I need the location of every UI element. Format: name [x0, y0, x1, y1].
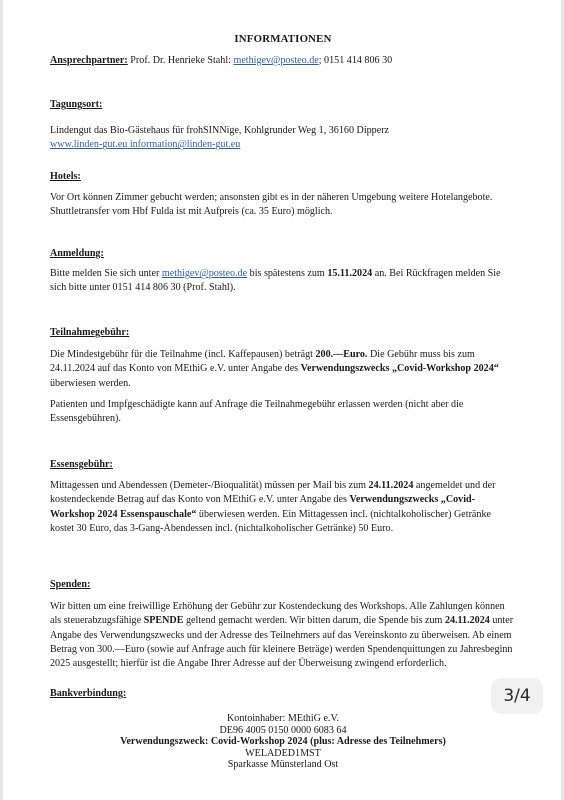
hotels-text: Vor Ort können Zimmer gebucht werden; ansonsten gibt es in der näheren Umgebung weitere Hotelangebote. Shuttletransfer vom Hbf Fulda ist mit Aufpreis (ca. 35 Euro) möglich. — [50, 192, 493, 218]
page-title: INFORMATIONEN — [234, 33, 332, 45]
registration-mid: bis spätestens zum — [247, 268, 328, 280]
registration-email-link[interactable]: methigev@posteo.de — [161, 268, 248, 280]
meals-deadline: 24.11.2024 — [368, 480, 414, 492]
bank-details — [50, 713, 516, 771]
contact-name: Prof. Dr. Henrieke Stahl: — [130, 55, 231, 66]
meals-mid: angemeldet und der kostendeckende Betrag auf das Konto von MEthiG e.V. unter Angabe des — [50, 480, 496, 506]
fee-p1-mid: Die Gebühr muss bis zum 24.11.2024 auf das Konto von MEthiG e.V. unter Angabe des — [50, 349, 475, 375]
donations-deadline: 24.11.2024 — [444, 615, 490, 627]
venue-links — [50, 138, 516, 152]
contact-email-link[interactable]: methigev@posteo.de — [233, 55, 319, 66]
fee-heading: Teilnahmegebühr: — [50, 327, 130, 338]
donations-heading: Spenden: — [50, 579, 91, 590]
contact-line — [50, 54, 516, 68]
fee-amount: 200.—Euro. — [315, 349, 368, 361]
bank-heading: Bankverbindung: — [50, 688, 127, 699]
meals-text — [50, 479, 516, 536]
registration-pre: Bitte melden Sie sich unter — [50, 268, 162, 280]
donations-spende: SPENDE — [143, 615, 184, 627]
donations-section — [50, 578, 516, 671]
bank-name: Sparkasse Münsterland Ost — [227, 759, 339, 771]
contact-label: Ansprechpartner: — [50, 55, 128, 66]
fee-purpose: Verwendungszwecks „Covid-Workshop 2024“ — [300, 363, 499, 375]
fee-paragraph-2: Patienten und Impfgeschädigte kann auf Anfrage die Teilnahmegebühr erlassen werden (nicht aber die Essensgebühren). — [50, 398, 464, 425]
donations-mid: geltend gemacht werden. Wir bitten darum, die Spende bis zum — [183, 615, 445, 627]
venue-website-link[interactable]: www.linden-gut.eu — [50, 139, 128, 151]
meals-post: überwiesen werden. Ein Mittagessen incl. (nichtalkoholischer) Getränke kostet 30 Euro, das 3-Gang-Abendessen incl. (nichtalkoholischer Getränke) 50 Euro. — [50, 508, 491, 534]
fee-section — [50, 326, 516, 426]
registration-section — [50, 247, 516, 296]
registration-heading: Anmeldung: — [50, 248, 104, 259]
donations-text — [50, 600, 516, 671]
meals-purpose: Verwendungszwecks „Covid-Workshop 2024 Essenspauschale“ — [50, 494, 476, 520]
bank-heading-wrap — [50, 687, 516, 701]
venue-email-link[interactable]: information@linden-gut.eu — [129, 139, 241, 151]
venue-section — [50, 98, 516, 153]
hotels-heading: Hotels: — [50, 171, 81, 182]
hotels-section — [50, 170, 516, 220]
registration-post: an. Bei Rückfragen melden Sie sich bitte unter 0151 414 806 30 (Prof. Stahl). — [50, 268, 501, 294]
fee-p1-pre: Die Mindestgebühr für die Teilnahme (incl. Kaffepausen) beträgt — [50, 349, 316, 361]
registration-text — [50, 267, 516, 295]
registration-deadline: 15.11.2024 — [327, 268, 373, 280]
meals-pre: Mittagessen und Abendessen (Demeter-/Bioqualität) müssen per Mail bis zum — [50, 480, 369, 492]
fee-p1-post: überwiesen werden. — [50, 377, 131, 389]
bank-holder: Kontoinhaber: MEthiG e.V. — [227, 713, 339, 724]
donations-post: unter Angabe des Verwendungszwecks und der Adresse des Teilnehmers auf das Vereinskonto zu überweisen. Ab einem Betrag von 300.—Euro (sowie auf Anfrage auch für kleinere Beträge) werden Spendenquittungen zu Jahresbeginn 2025 ausgestellt; hierfür ist die Angabe Ihrer Adresse auf der Überweisung zwingend erforderlich. — [50, 615, 514, 670]
venue-address: Lindengut das Bio-Gästehaus für frohSINNige, Kohlgrunder Weg 1, 36160 Dipperz — [50, 125, 390, 137]
bank-bic: WELADED1MST — [245, 747, 321, 759]
bank-purpose: Verwendungszweck: Covid-Workshop 2024 (plus: Adresse des Teilnehmers) — [120, 736, 446, 748]
fee-paragraph-1 — [50, 348, 516, 391]
meals-heading: Essensgebühr: — [50, 459, 113, 470]
bank-iban: DE96 4005 0150 0000 6083 64 — [219, 724, 347, 736]
page-indicator: 3/4 — [491, 678, 543, 714]
meals-section — [50, 458, 516, 536]
contact-phone: ; 0151 414 806 30 — [318, 55, 393, 66]
donations-pre: Wir bitten um eine freiwillige Erhöhung der Gebühr zur Kostendeckung des Workshops. Alle Zahlungen können als steuerabzugsfähige — [50, 601, 505, 627]
venue-heading: Tagungsort: — [50, 99, 103, 110]
